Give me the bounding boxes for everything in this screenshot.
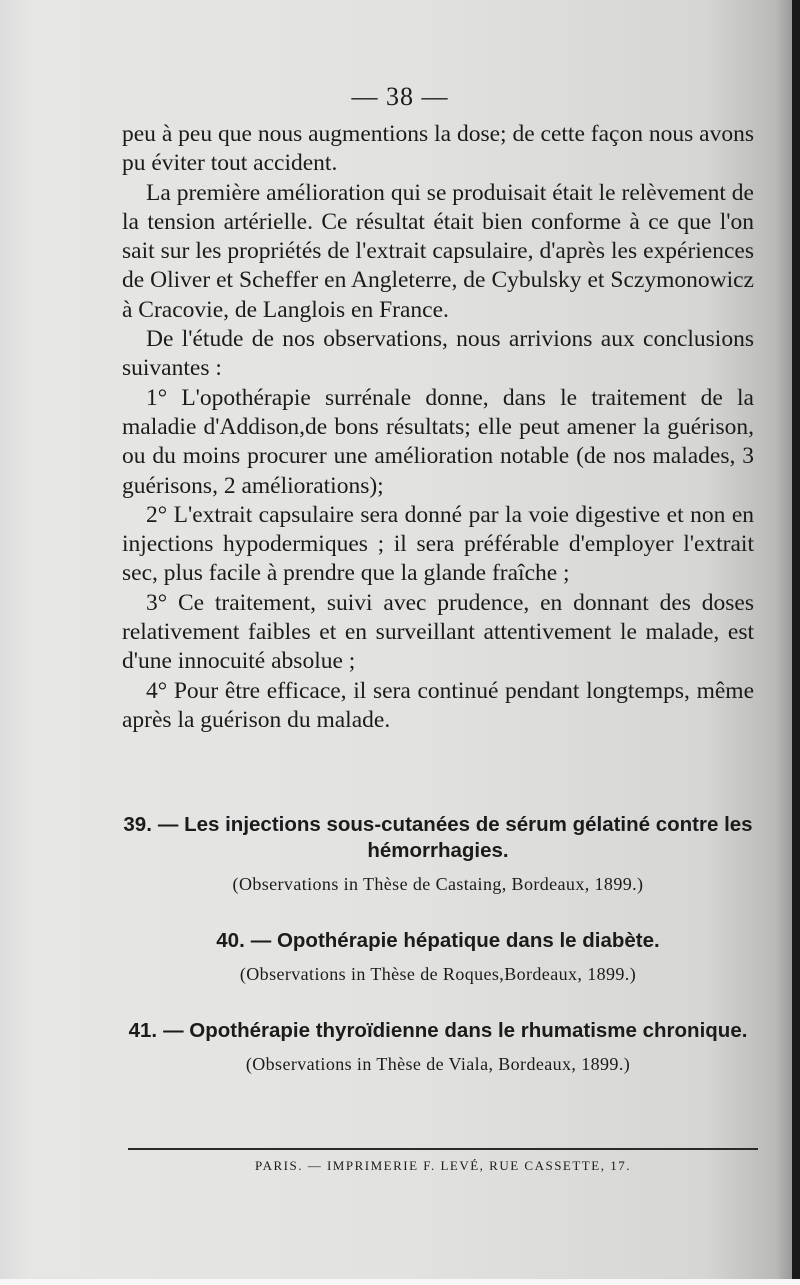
body-text: [122, 120, 754, 735]
entry-title: [122, 812, 754, 864]
conclusion-1: 1° L'opothérapie surrénale donne, dans le traitement de la maladie d'Addison,de bons résultats; elle peut amener la guérison, ou du moins procurer une amélioration notable (de nos malades, 3 guérisons, 2 améliorations);: [122, 384, 754, 499]
page-number: — 38 —: [351, 82, 449, 111]
paragraph-tension: La première amélioration qui se produisait était le relèvement de la tension artérielle. Ce résultat était bien conforme à ce que l'on sait sur les propriétés de l'extrait capsulaire, d'après les expériences de Oliver et Scheffer en Angleterre, de Cybulsky et Sczymonowicz à Cracovie, de Langlois en France.: [122, 179, 754, 323]
scan-edge-shadow: [792, 0, 800, 1285]
paragraph-conclusions-intro: De l'étude de nos observations, nous arrivions aux conclusions suivantes :: [122, 326, 754, 382]
entry-40: [122, 928, 754, 986]
entry-title: [122, 1018, 754, 1044]
scan-edge-bottom: [0, 1279, 800, 1285]
entry-number: 41.: [128, 1019, 158, 1042]
entry-citation: (Observations in Thèse de Roques,Bordeaux, 1899.): [239, 964, 637, 984]
entry-heading: — Les injections sous-cutanées de sérum gélatiné contre les hémorrhagies.: [157, 813, 753, 862]
entry-number: 40.: [216, 929, 245, 952]
paragraph-continued: peu à peu que nous augmentions la dose; de cette façon nous avons pu éviter tout accident.: [122, 121, 754, 177]
entry-39: [122, 812, 754, 896]
entry-title: [122, 928, 754, 954]
footer-rule: [128, 1148, 758, 1150]
entry-heading: — Opothérapie hépatique dans le diabète.: [250, 929, 660, 952]
conclusion-3: 3° Ce traitement, suivi avec prudence, en donnant des doses relativement faibles et en surveillant attentivement le malade, est d'une innocuité absolue ;: [122, 589, 754, 675]
entry-number: 39.: [123, 813, 152, 836]
entry-citation: (Observations in Thèse de Castaing, Bordeaux, 1899.): [232, 874, 644, 894]
conclusion-2: 2° L'extrait capsulaire sera donné par la voie digestive et non en injections hypodermiques ; il sera préférable d'employer l'extrait sec, plus facile à prendre que la glande fraîche ;: [122, 501, 754, 587]
entry-41: [122, 1018, 754, 1076]
entry-citation: (Observations in Thèse de Viala, Bordeaux, 1899.): [245, 1054, 631, 1074]
printer-imprint: PARIS. — IMPRIMERIE F. LEVÉ, RUE CASSETTE, 17.: [255, 1158, 631, 1173]
entry-heading: — Opothérapie thyroïdienne dans le rhumatisme chronique.: [163, 1019, 748, 1042]
conclusion-4: 4° Pour être efficace, il sera continué pendant longtemps, même après la guérison du malade.: [122, 677, 754, 733]
